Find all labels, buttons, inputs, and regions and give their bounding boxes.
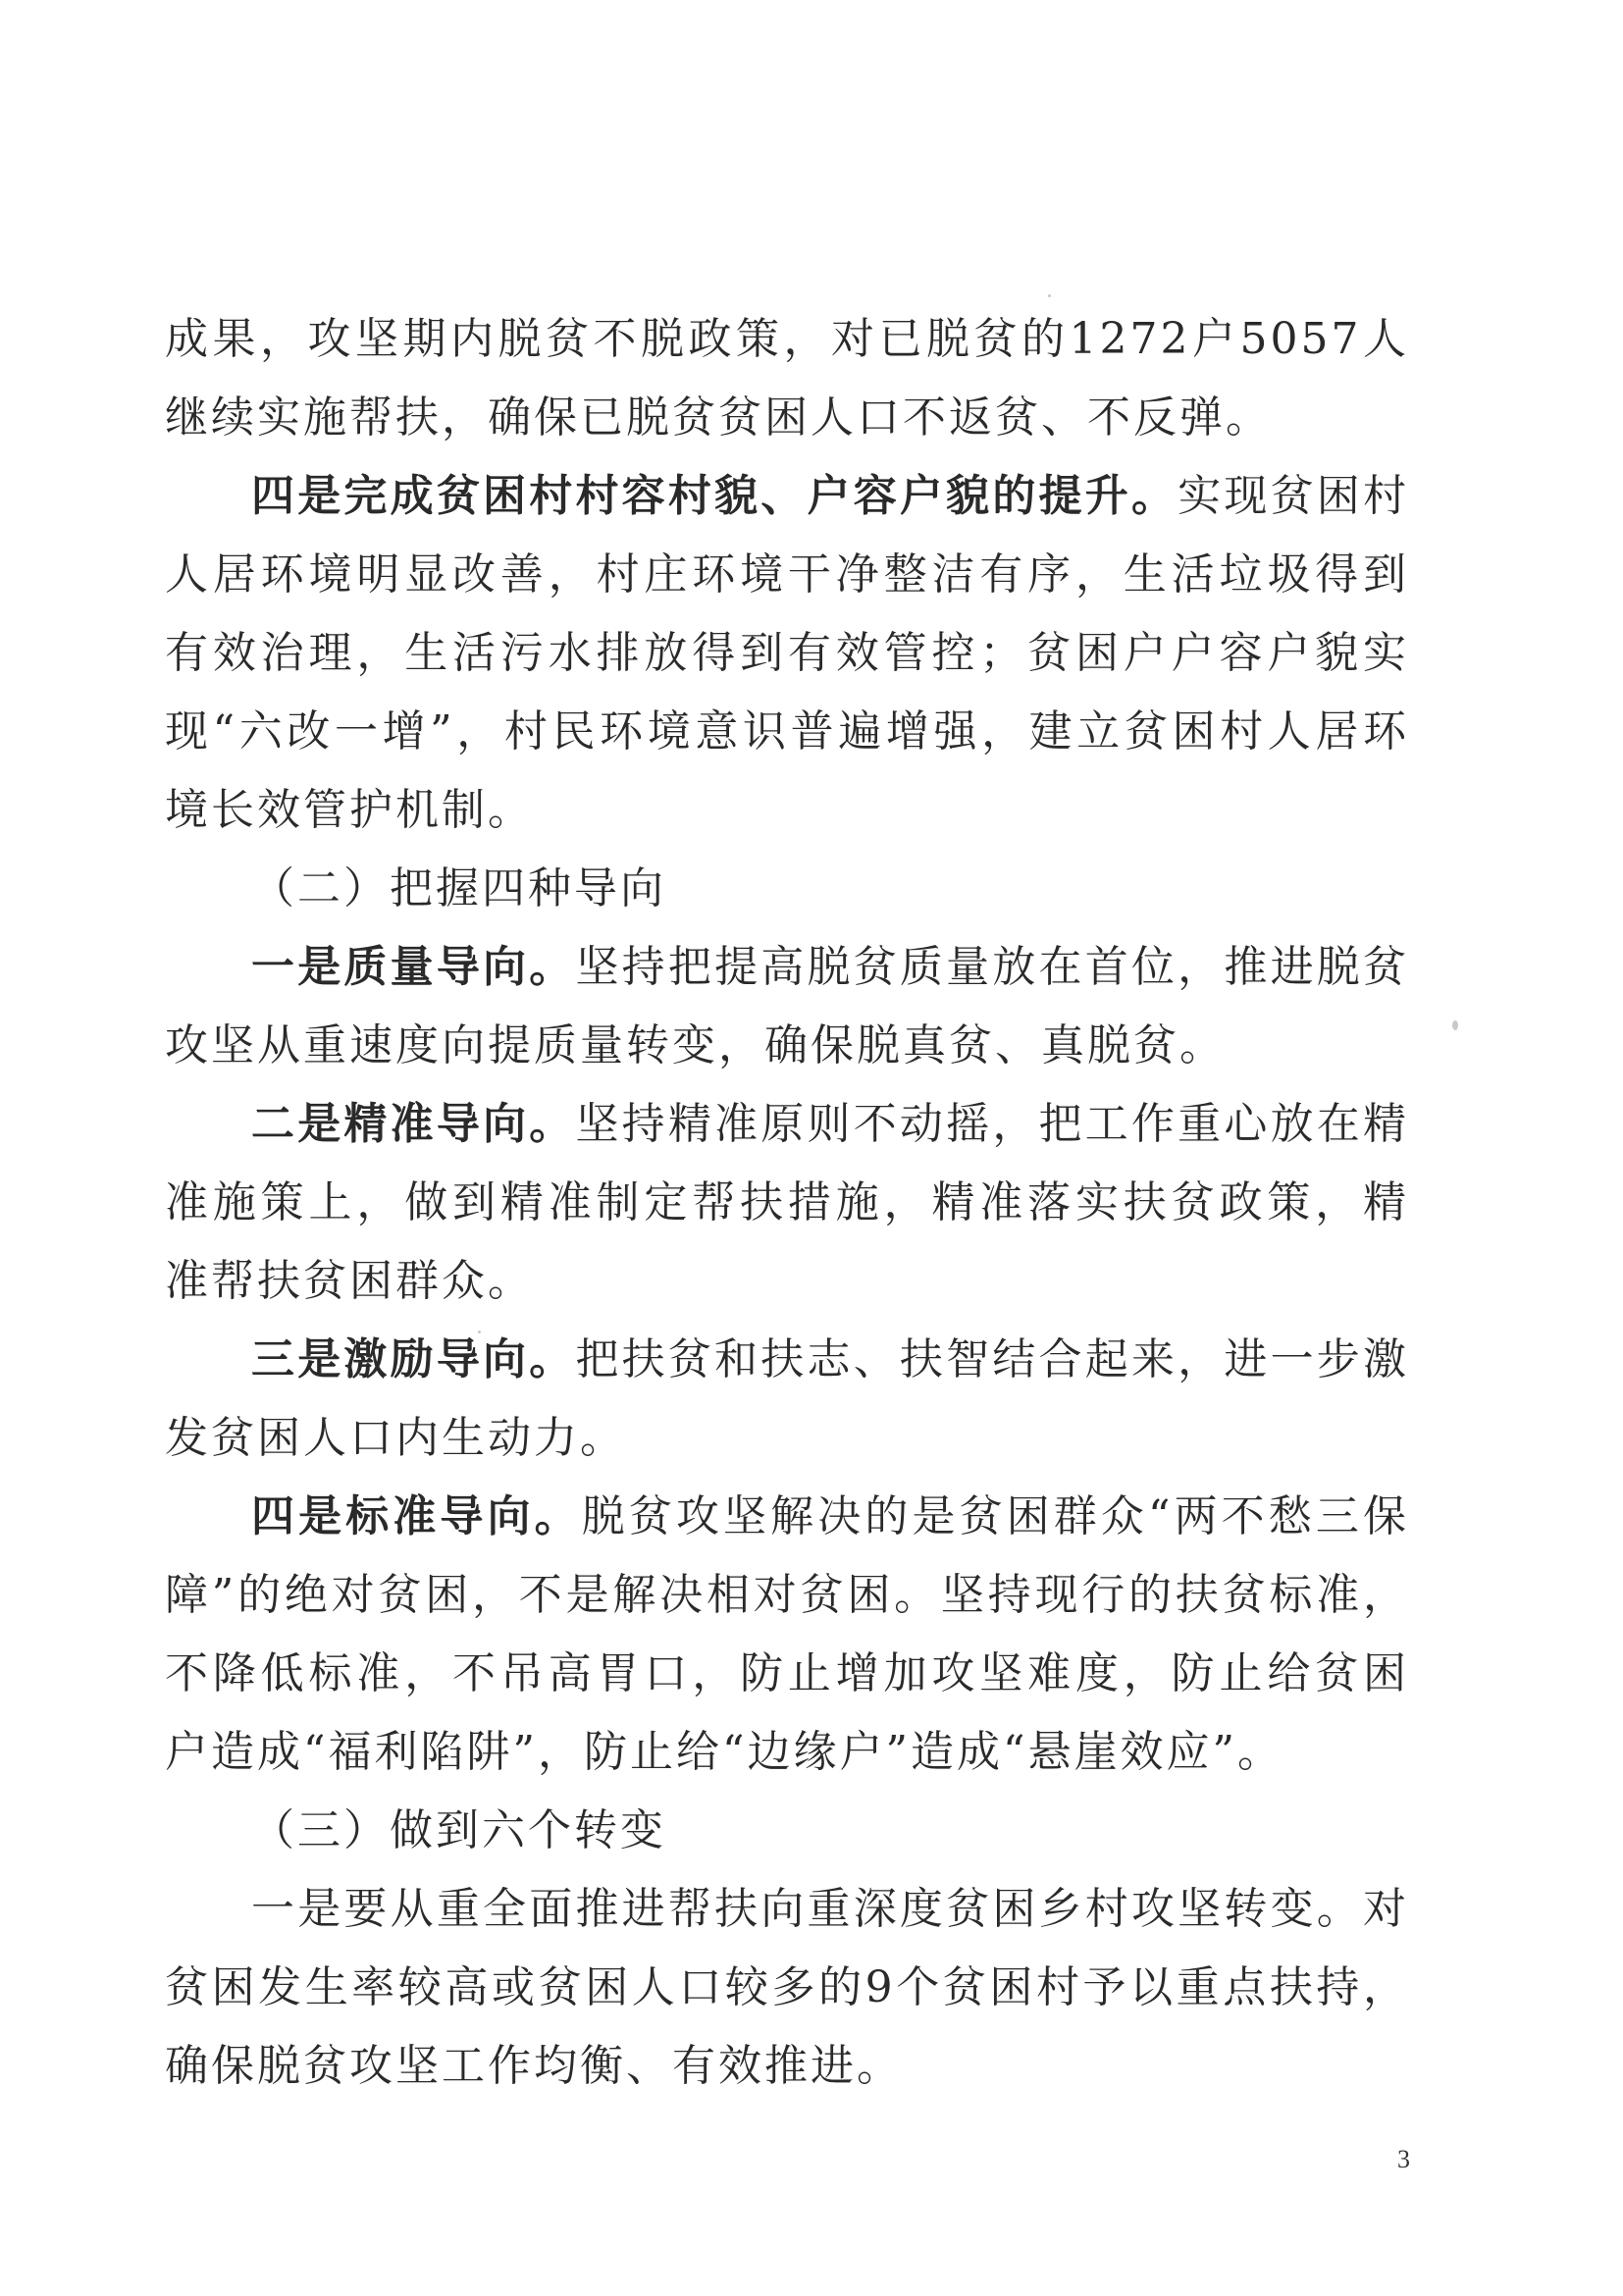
paragraph-text: 脱贫攻坚解决的是贫困群众“两不愁三保障”的绝对贫困，不是解决相对贫困。坚持现行的扶贫标准，不降低标准，不吊高胃口，防止增加攻坚难度，防止给贫困户造成“福利陷阱”，防止给“边缘户”造成“悬崖效应”。 [165, 1491, 1409, 1777]
paragraph-text: 成果，攻坚期内脱贫不脱政策，对已脱贫的1272户5057人继续实施帮扶，确保已脱贫贫困人口不返贫、不反弹。 [165, 314, 1409, 443]
paragraph-first-transformation [165, 1870, 1409, 2106]
paragraph-lead: 一是质量导向。 [251, 942, 576, 992]
paragraph-text: 一是要从重全面推进帮扶向重深度贫困乡村攻坚转变。对贫困发生率较高或贫困人口较多的9个贫困村予以重点扶持，确保脱贫攻坚工作均衡、有效推进。 [165, 1884, 1409, 2091]
paragraph-lead: 二是精准导向。 [251, 1099, 576, 1149]
document-body [165, 300, 1409, 2106]
paragraph-text: 坚持精准原则不动摇，把工作重心放在精准施策上，做到精准制定帮扶措施，精准落实扶贫政策，精准帮扶贫困群众。 [165, 1099, 1410, 1306]
paragraph-text: 坚持把提高脱贫质量放在首位，推进脱贫攻坚从重速度向提质量转变，确保脱真贫、真脱贫。 [165, 942, 1410, 1070]
paragraph-standard-orientation [165, 1478, 1409, 1792]
section-heading-six-transformations: （三）做到六个转变 [251, 1805, 666, 1855]
paragraph-village-appearance [165, 457, 1409, 850]
scan-speck [1452, 1020, 1458, 1030]
paragraph-lead: 三是激励导向。 [251, 1334, 576, 1384]
paragraph-lead: 四是标准导向。 [251, 1491, 582, 1541]
paragraph-precision-orientation [165, 1085, 1409, 1321]
paragraph-text: 实现贫困村人居环境明显改善，村庄环境干净整洁有序，生活垃圾得到有效治理，生活污水排放得到有效管控；贫困户户容户貌实现“六改一增”，村民环境意识普遍增强，建立贫困村人居环境长效管护机制。 [165, 471, 1410, 835]
scan-speck [478, 1331, 481, 1333]
paragraph-continuation [165, 300, 1409, 457]
section-heading-four-orientations: （二）把握四种导向 [251, 863, 666, 913]
paragraph-text: 把扶贫和扶志、扶智结合起来，进一步激发贫困人口内生动力。 [165, 1334, 1410, 1463]
paragraph-lead: 四是完成贫困村村容村貌、户容户貌的提升。 [251, 471, 1178, 521]
page-number: 3 [1397, 2145, 1410, 2173]
paragraph-incentive-orientation [165, 1321, 1409, 1478]
scan-speck [1048, 294, 1051, 297]
paragraph-quality-orientation [165, 928, 1409, 1085]
